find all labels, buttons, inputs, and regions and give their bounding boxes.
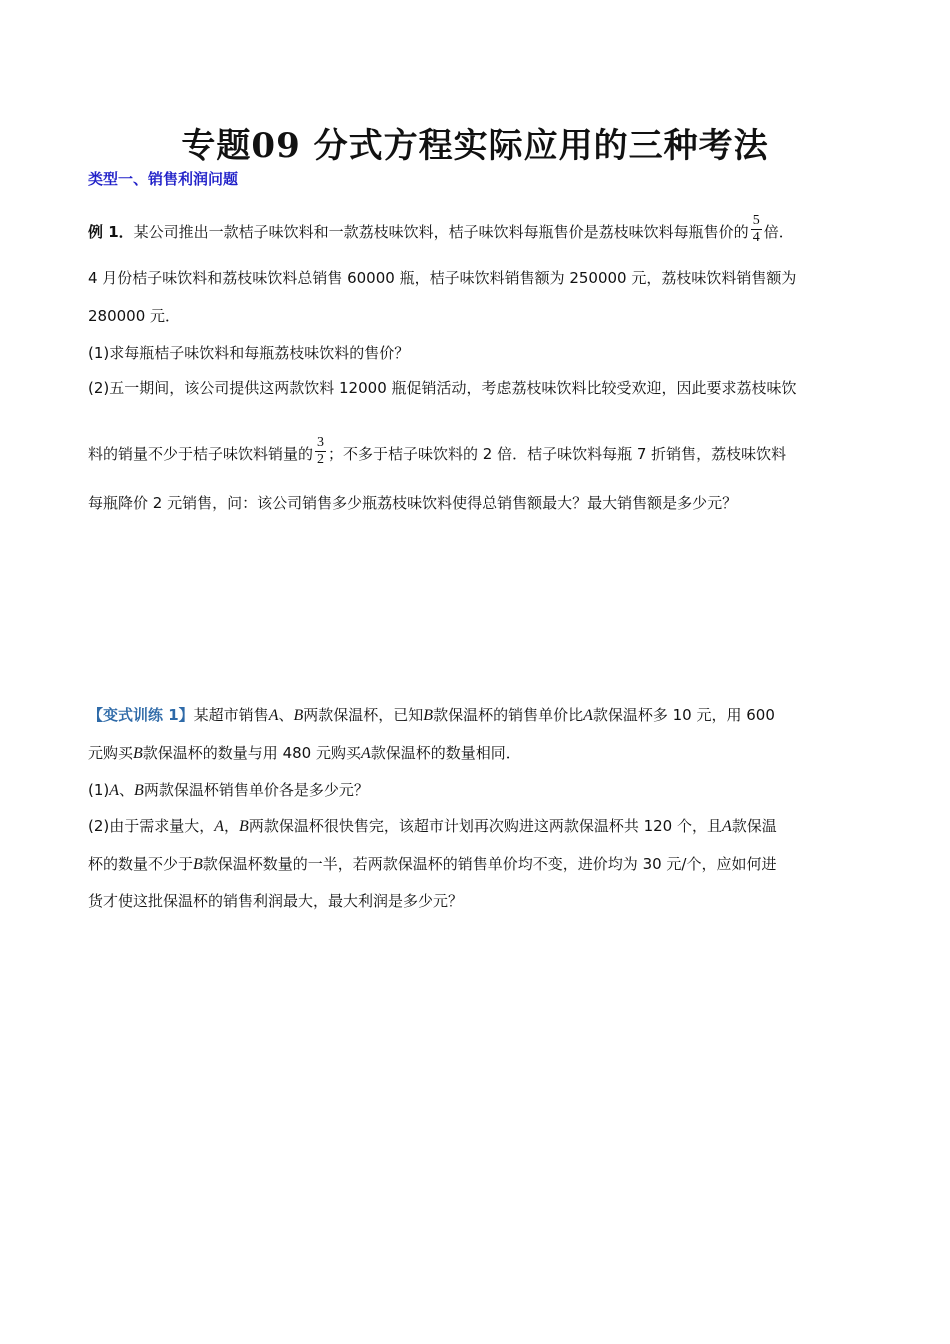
question-text: 杯的数量不少于 (88, 855, 194, 873)
example-1-question-2-line-2 (88, 435, 868, 471)
variant-text: 、 (278, 706, 294, 724)
example-1-question-2-line-1: (2)五一期间，该公司提供这两款饮料 12000 瓶促销活动，考虑荔枝味饮料比较受欢迎，因此要求荔枝味饮 (88, 379, 797, 397)
example-label: 例 1． (88, 223, 134, 241)
fraction-five-fourths (751, 213, 762, 246)
example-1-line-3: 280000 元． (88, 307, 181, 325)
variant-text: 两款保温杯，已知 (303, 706, 424, 724)
example-text: 倍． (763, 223, 794, 241)
variable-b: B (239, 818, 249, 835)
example-1-line-2: 4 月份桔子味饮料和荔枝味饮料总销售 60000 瓶，桔子味饮料销售额为 250000 元，荔枝味饮料销售额为 (88, 269, 797, 287)
fraction-denominator: 2 (317, 452, 325, 467)
variable-a: A (360, 745, 371, 762)
question-text: (2)由于需求量大， (88, 817, 215, 835)
variant-1-question-2-line-1 (88, 815, 868, 836)
variable-a: A (722, 818, 732, 835)
variant-text: 款保温杯的数量与用 480 元购买 (142, 744, 361, 762)
variant-text: 款保温杯的数量相同． (370, 744, 521, 762)
question-text: 款保温 (731, 817, 777, 835)
question-text: 两款保温杯很快售完，该超市计划再次购进这两款保温杯共 120 个，且 (248, 817, 722, 835)
fraction-denominator: 4 (752, 230, 760, 245)
variant-text: 某超市销售 (193, 706, 269, 724)
question-text: ， (224, 817, 240, 835)
example-text: 某公司推出一款桔子味饮料和一款荔枝味饮料，桔子味饮料每瓶售价是荔枝味饮料每瓶售价的 (133, 223, 749, 241)
variant-text: 元购买 (88, 744, 134, 762)
variable-b: B (133, 745, 143, 762)
example-1-question-1: (1)求每瓶桔子味饮料和每瓶荔枝味饮料的售价？ (88, 344, 410, 362)
variant-label: 【变式训练 1】 (88, 706, 194, 724)
question-text: 款保温杯数量的一半，若两款保温杯的销售单价均不变，进价均为 30 元/个，应如何进 (202, 855, 777, 873)
question-number: (1) (88, 781, 110, 799)
example-1-line-1 (88, 213, 868, 249)
variable-a: A (109, 782, 120, 799)
fraction-numerator: 3 (317, 435, 325, 450)
variant-1-line-1 (88, 704, 868, 725)
variant-text: 款保温杯的销售单价比 (433, 706, 584, 724)
variable-a: A (583, 707, 593, 724)
variable-a: A (268, 707, 279, 724)
variable-b: B (134, 782, 144, 799)
variable-b: B (293, 707, 304, 724)
variant-text: 、 (119, 781, 135, 799)
variable-b: B (193, 856, 203, 873)
section-heading: 类型一、销售利润问题 (88, 170, 239, 188)
variant-1-question-2-line-2 (88, 853, 868, 874)
variant-1-line-2 (88, 742, 868, 763)
fraction-three-halves (315, 435, 326, 468)
fraction-numerator: 5 (752, 213, 760, 228)
variable-b: B (423, 707, 434, 724)
question-text: ；不多于桔子味饮料的 2 倍．桔子味饮料每瓶 7 折销售，荔枝味饮料 (328, 445, 787, 463)
variant-1-question-1 (88, 779, 868, 800)
example-1-question-2-line-3: 每瓶降价 2 元销售，问：该公司销售多少瓶荔枝味饮料使得总销售额最大？最大销售额是多少元？ (88, 494, 738, 512)
question-text: 两款保温杯销售单价各是多少元？ (143, 781, 369, 799)
page-title: 专题09 分式方程实际应用的三种考法 (181, 126, 769, 166)
variable-a: A (214, 818, 225, 835)
variant-text: 款保温杯多 10 元，用 600 (592, 706, 775, 724)
question-text: 料的销量不少于桔子味饮料销量的 (88, 445, 314, 463)
variant-1-question-2-line-3: 货才使这批保温杯的销售利润最大，最大利润是多少元？ (88, 892, 464, 910)
